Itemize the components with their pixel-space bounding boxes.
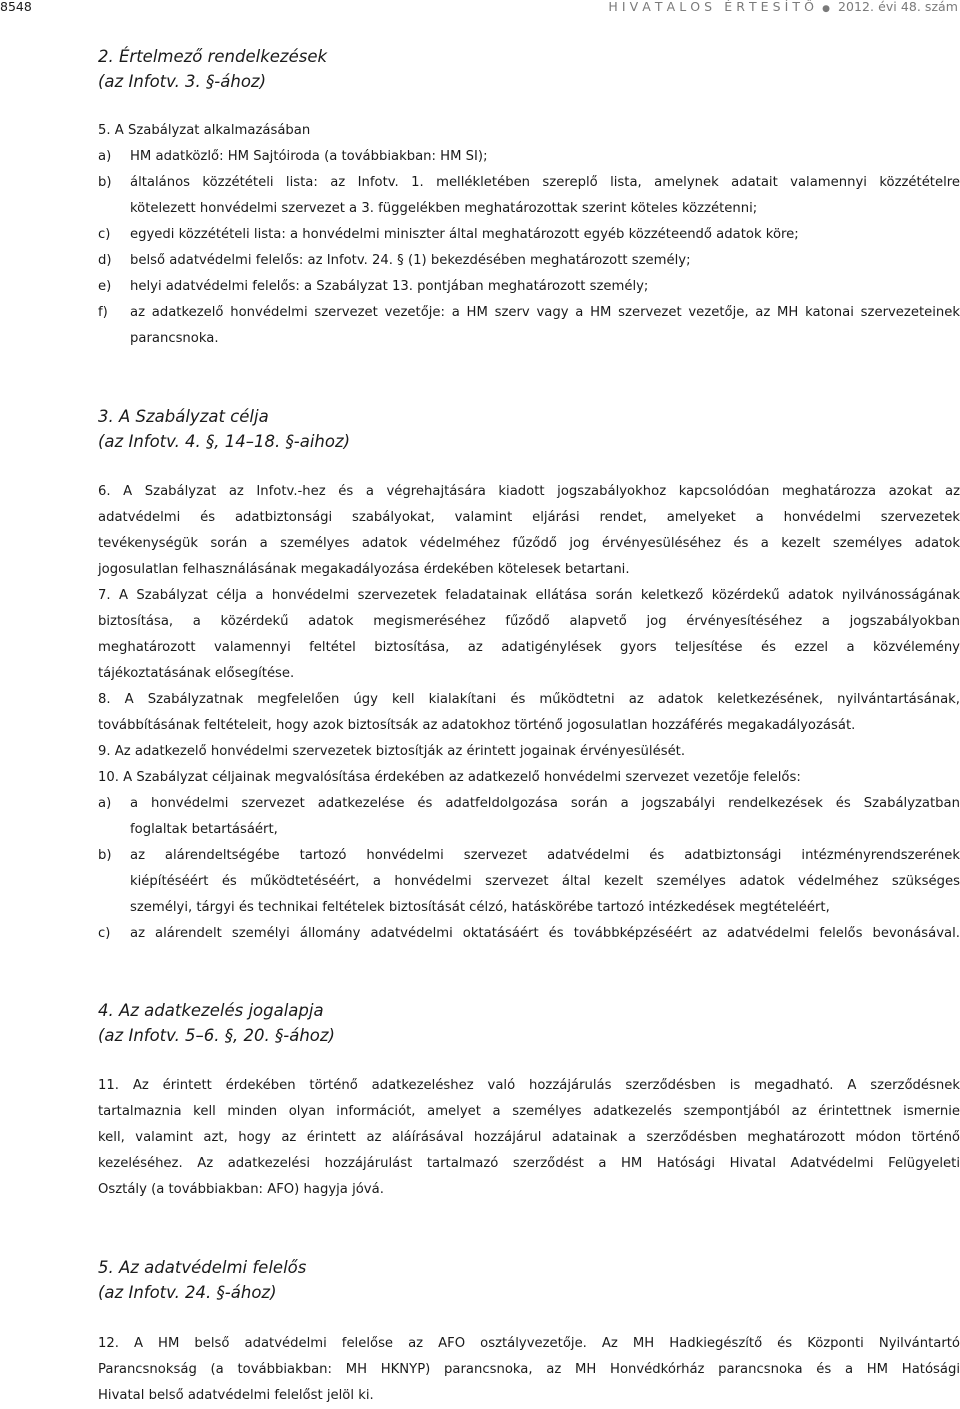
text-line: Parancsnokság (a továbbiakban: MH HKNYP) parancsnoka, az MH Honvédkórház parancsnoka és a HM Hatósági	[98, 1362, 960, 1377]
text-line: tartalmaznia kell minden olyan információt, amelyet a személyes adatkezelés szempontjából az érintettnek ismernie	[98, 1104, 960, 1119]
paragraph-9: 9. Az adatkezelő honvédelmi szervezetek biztosítják az érintett jogainak érvényesülését.	[98, 744, 686, 759]
list-label: a)	[98, 149, 112, 164]
paragraph-10: 10. A Szabályzat céljainak megvalósítása érdekében az adatkezelő honvédelmi szervezet vezetője felelős:	[98, 770, 801, 785]
list-text: kiépítéséért és működtetéséért, a honvédelmi szervezet által kezelt személyes adatok védelméhez szükséges	[130, 874, 960, 889]
list-text: az alárendeltségébe tartozó honvédelmi szervezet adatvédelmi és adatbiztonsági intézményrendszerének	[130, 848, 960, 863]
journal-title: H I V A T A L O S É R T E S Í T Ő	[608, 0, 815, 14]
section-subtitle: (az Infotv. 5–6. §, 20. §-ához)	[98, 1026, 335, 1045]
list-text: parancsnoka.	[130, 331, 219, 346]
paragraph-8	[98, 687, 960, 739]
section-title: 4. Az adatkezelés jogalapja	[98, 1001, 324, 1020]
list-text: belső adatvédelmi felelős: az Infotv. 24. § (1) bekezdésében meghatározott személy;	[130, 253, 691, 268]
text-line: 12. A HM belső adatvédelmi felelőse az AFO osztályvezetője. Az MH Hadkiegészítő és Központi Nyilvántartó	[98, 1336, 960, 1351]
list-text: HM adatközlő: HM Sajtóiroda (a továbbiakban: HM SI);	[130, 149, 488, 164]
section-heading-4	[98, 998, 335, 1048]
running-header	[0, 0, 960, 14]
issue-number: 2012. évi 48. szám	[838, 0, 958, 14]
section-subtitle: (az Infotv. 3. §-ához)	[98, 72, 267, 91]
section-subtitle: (az Infotv. 4. §, 14–18. §-aihoz)	[98, 432, 351, 451]
bullet-icon: ●	[822, 4, 830, 14]
list-label: b)	[98, 175, 112, 190]
paragraph-5: 5. A Szabályzat alkalmazásában	[98, 123, 311, 138]
section-title: 3. A Szabályzat célja	[98, 407, 269, 426]
text-line: kezeléséhez. Az adatkezelési hozzájárulást tartalmazó szerződést a HM Hatósági Hivatal Adatvédelmi Felügyeleti	[98, 1156, 960, 1171]
list-text: egyedi közzétételi lista: a honvédelmi miniszter által meghatározott egyéb közzéteendő adatok köre;	[130, 227, 799, 242]
text-line: 6. A Szabályzat az Infotv.-hez és a végrehajtására kiadott jogszabályokhoz kapcsolódóan meghatározza azokat az	[98, 484, 960, 499]
list-label: c)	[98, 926, 111, 941]
text-line: tevékenységük során a személyes adatok védelméhez fűződő jog érvényesüléséhez és a kezelt személyes adatok	[98, 536, 960, 551]
paragraph-12	[98, 1331, 960, 1409]
list-label: e)	[98, 279, 112, 294]
section-heading-3	[98, 404, 350, 454]
text-line: 8. A Szabályzatnak megfelelően úgy kell kialakítani és működtetni az adatok keletkezésének, nyilvántartásának,	[98, 692, 960, 707]
list-text: foglaltak betartásáért,	[130, 822, 278, 837]
paragraph-6	[98, 479, 960, 583]
section-heading-2	[98, 44, 327, 94]
list-text: helyi adatvédelmi felelős: a Szabályzat 13. pontjában meghatározott személy;	[130, 279, 649, 294]
text-line: biztosítása, a közérdekű adatok megismeréséhez fűződő alapvető jog érvényesítéséhez a jogszabályokban	[98, 614, 960, 629]
list-text: személyi, tárgyi és technikai feltételek biztosítását célzó, hatáskörébe tartozó intézkedések megtételéért,	[130, 900, 830, 915]
page-number: 8548	[0, 0, 32, 14]
list-text: általános közzétételi lista: az Infotv. 1. mellékletében szereplő lista, amelynek adatait valamennyi közzétételre	[130, 175, 960, 190]
list-label: c)	[98, 227, 111, 242]
text-line: Osztály (a továbbiakban: AFO) hagyja jóvá.	[98, 1182, 384, 1197]
text-line: 11. Az érintett érdekében történő adatkezeléshez való hozzájárulás szerződésben is megadható. A szerződésnek	[98, 1078, 960, 1093]
text-line: továbbításának feltételeit, hogy azok biztosítsák az adatokhoz történő jogosulatlan hozzáférés megakadályozását.	[98, 718, 856, 733]
text-line: kell, valamint azt, hogy az érintett az aláírásával hozzájárul adatainak a szerződésben meghatározott módon történő	[98, 1130, 960, 1145]
list-label: d)	[98, 253, 112, 268]
paragraph-11	[98, 1073, 960, 1203]
section-title: 5. Az adatvédelmi felelős	[98, 1258, 307, 1277]
journal-header	[608, 0, 958, 16]
text-line: tájékoztatásának elősegítése.	[98, 666, 295, 681]
text-line: meghatározott valamennyi feltétel biztosítása, az adatigénylések gyors teljesítése és ezzel a közvélemény	[98, 640, 960, 655]
section-heading-5	[98, 1255, 306, 1305]
list-text: az adatkezelő honvédelmi szervezet vezetője: a HM szerv vagy a HM szervezet vezetője, az MH katonai szervezeteinek	[130, 305, 960, 320]
list-label: a)	[98, 796, 112, 811]
section-title: 2. Értelmező rendelkezések	[98, 47, 328, 66]
text-line: 7. A Szabályzat célja a honvédelmi szervezetek feladatainak ellátása során keletkező közérdekű adatok nyilvánosságának	[98, 588, 960, 603]
text-line: Hivatal belső adatvédelmi felelőst jelöl ki.	[98, 1388, 374, 1403]
section-subtitle: (az Infotv. 24. §-ához)	[98, 1283, 277, 1302]
list-label: f)	[98, 305, 108, 320]
list-text: a honvédelmi szervezet adatkezelése és adatfeldolgozása során a jogszabályi rendelkezések és Szabályzatban	[130, 796, 960, 811]
text-line: adatvédelmi és adatbiztonsági szabályokat, valamint eljárási rendet, amelyeket a honvédelmi szervezetek	[98, 510, 960, 525]
text-line: jogosulatlan felhasználásának megakadályozása érdekében kötelesek betartani.	[98, 562, 630, 577]
list-text: az alárendelt személyi állomány adatvédelmi oktatásáért és továbbképzéséért az adatvédelmi felelős bevonásával.	[130, 926, 960, 941]
paragraph-7	[98, 583, 960, 687]
list-label: b)	[98, 848, 112, 863]
list-text: kötelezett honvédelmi szervezet a 3. függelékben meghatározottak szerint köteles közzétenni;	[130, 201, 758, 216]
